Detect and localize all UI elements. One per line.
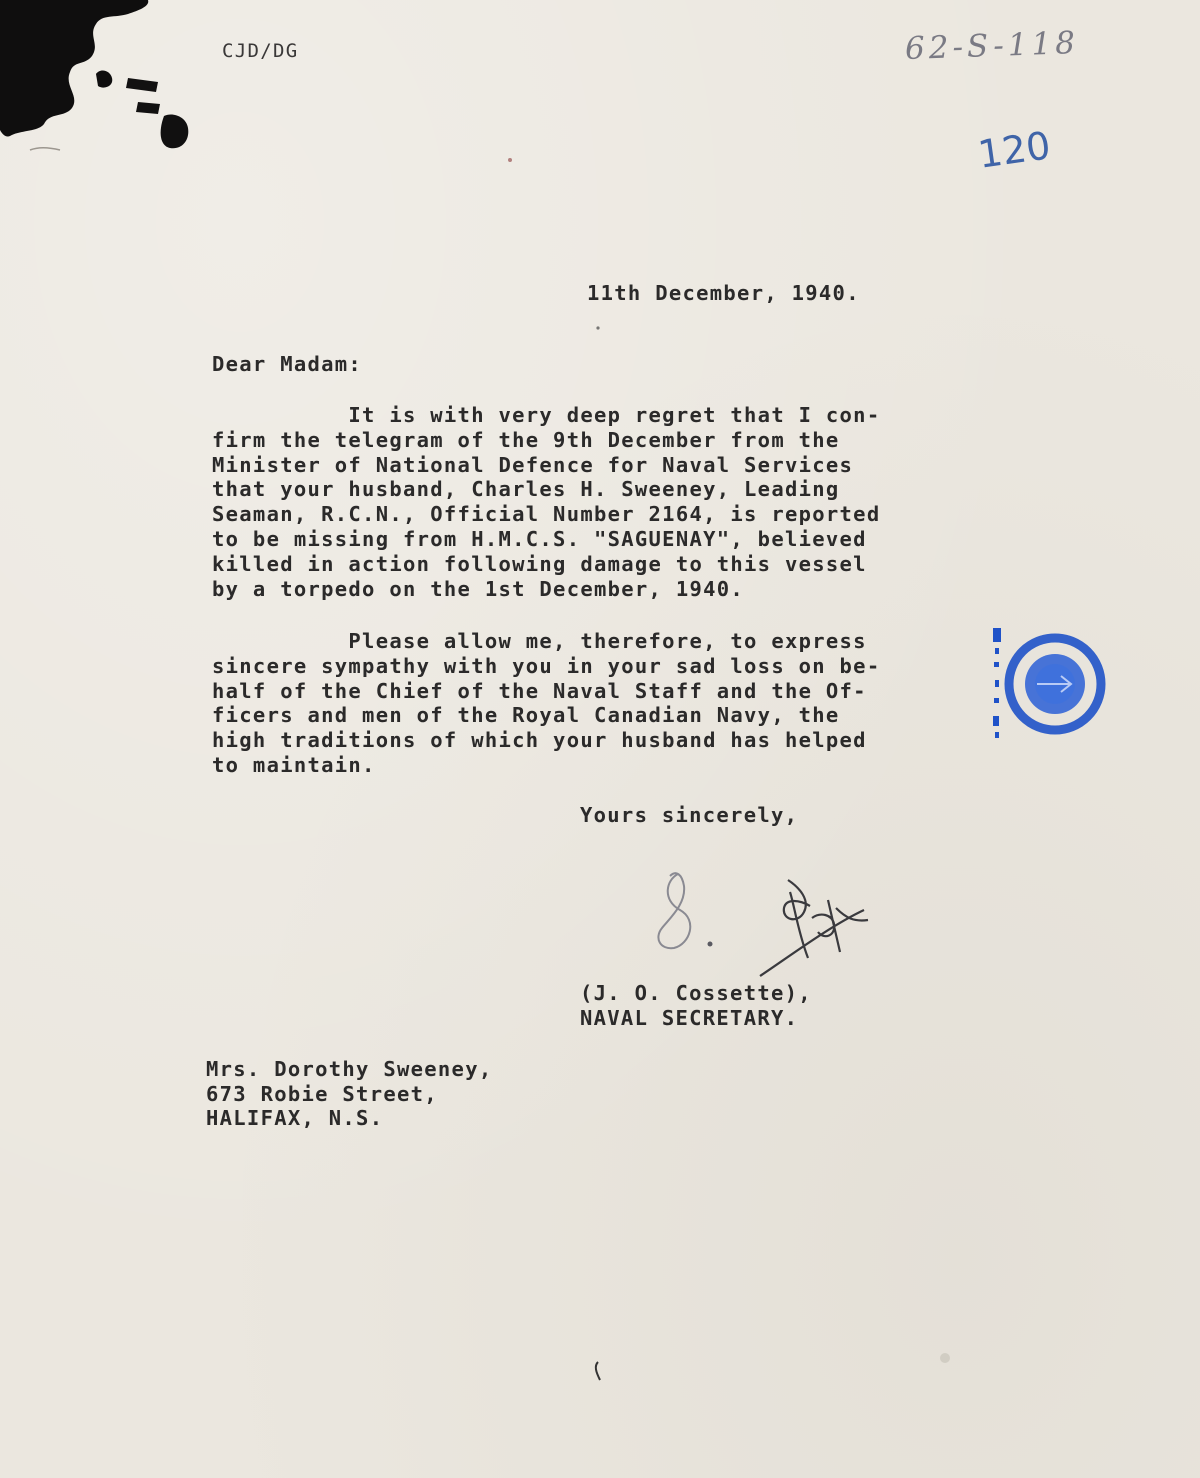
recipient-street: 673 Robie Street, [206,1081,438,1106]
recipient-city: HALIFAX, N.S. [206,1106,384,1130]
received-stamp [985,622,1110,747]
handwritten-page-number: 120 [975,123,1054,177]
closing: Yours sincerely, [580,803,799,827]
letter-date: 11th December, 1940. [587,281,860,305]
reference-initials: CJD/DG [222,40,299,62]
body-paragraph-2: Please allow me, therefore, to express sincere sympathy with you in your sad loss on be- half of the Chief of the Naval Staff and the Of- ficers and men of the Royal Canadian Navy, the high traditions of which your husband has helped to maintain. [212,629,881,777]
salutation: Dear Madam: [212,352,363,376]
signer-title: NAVAL SECRETARY. [580,1005,799,1030]
signer-name: (J. O. Cossette), [580,981,812,1005]
signer-block [580,981,812,1030]
body-paragraph-1: It is with very deep regret that I con- firm the telegram of the 9th December from the Minister of National Defence for Naval Services that your husband, Charles H. Sweeney, Leading Seaman, R.C.N., Official Number 2164, is reported to be missing from H.M.C.S. "SAGUENAY", believed killed in action following damage to this vessel by a torpedo on the 1st December, 1940. [212,403,881,601]
recipient-name: Mrs. Dorothy Sweeney, [206,1057,493,1081]
handwritten-signature [640,860,880,990]
torn-corner-damage [0,0,230,170]
recipient-address [206,1057,492,1131]
handwritten-file-number: 62-S-118 [904,24,1080,68]
